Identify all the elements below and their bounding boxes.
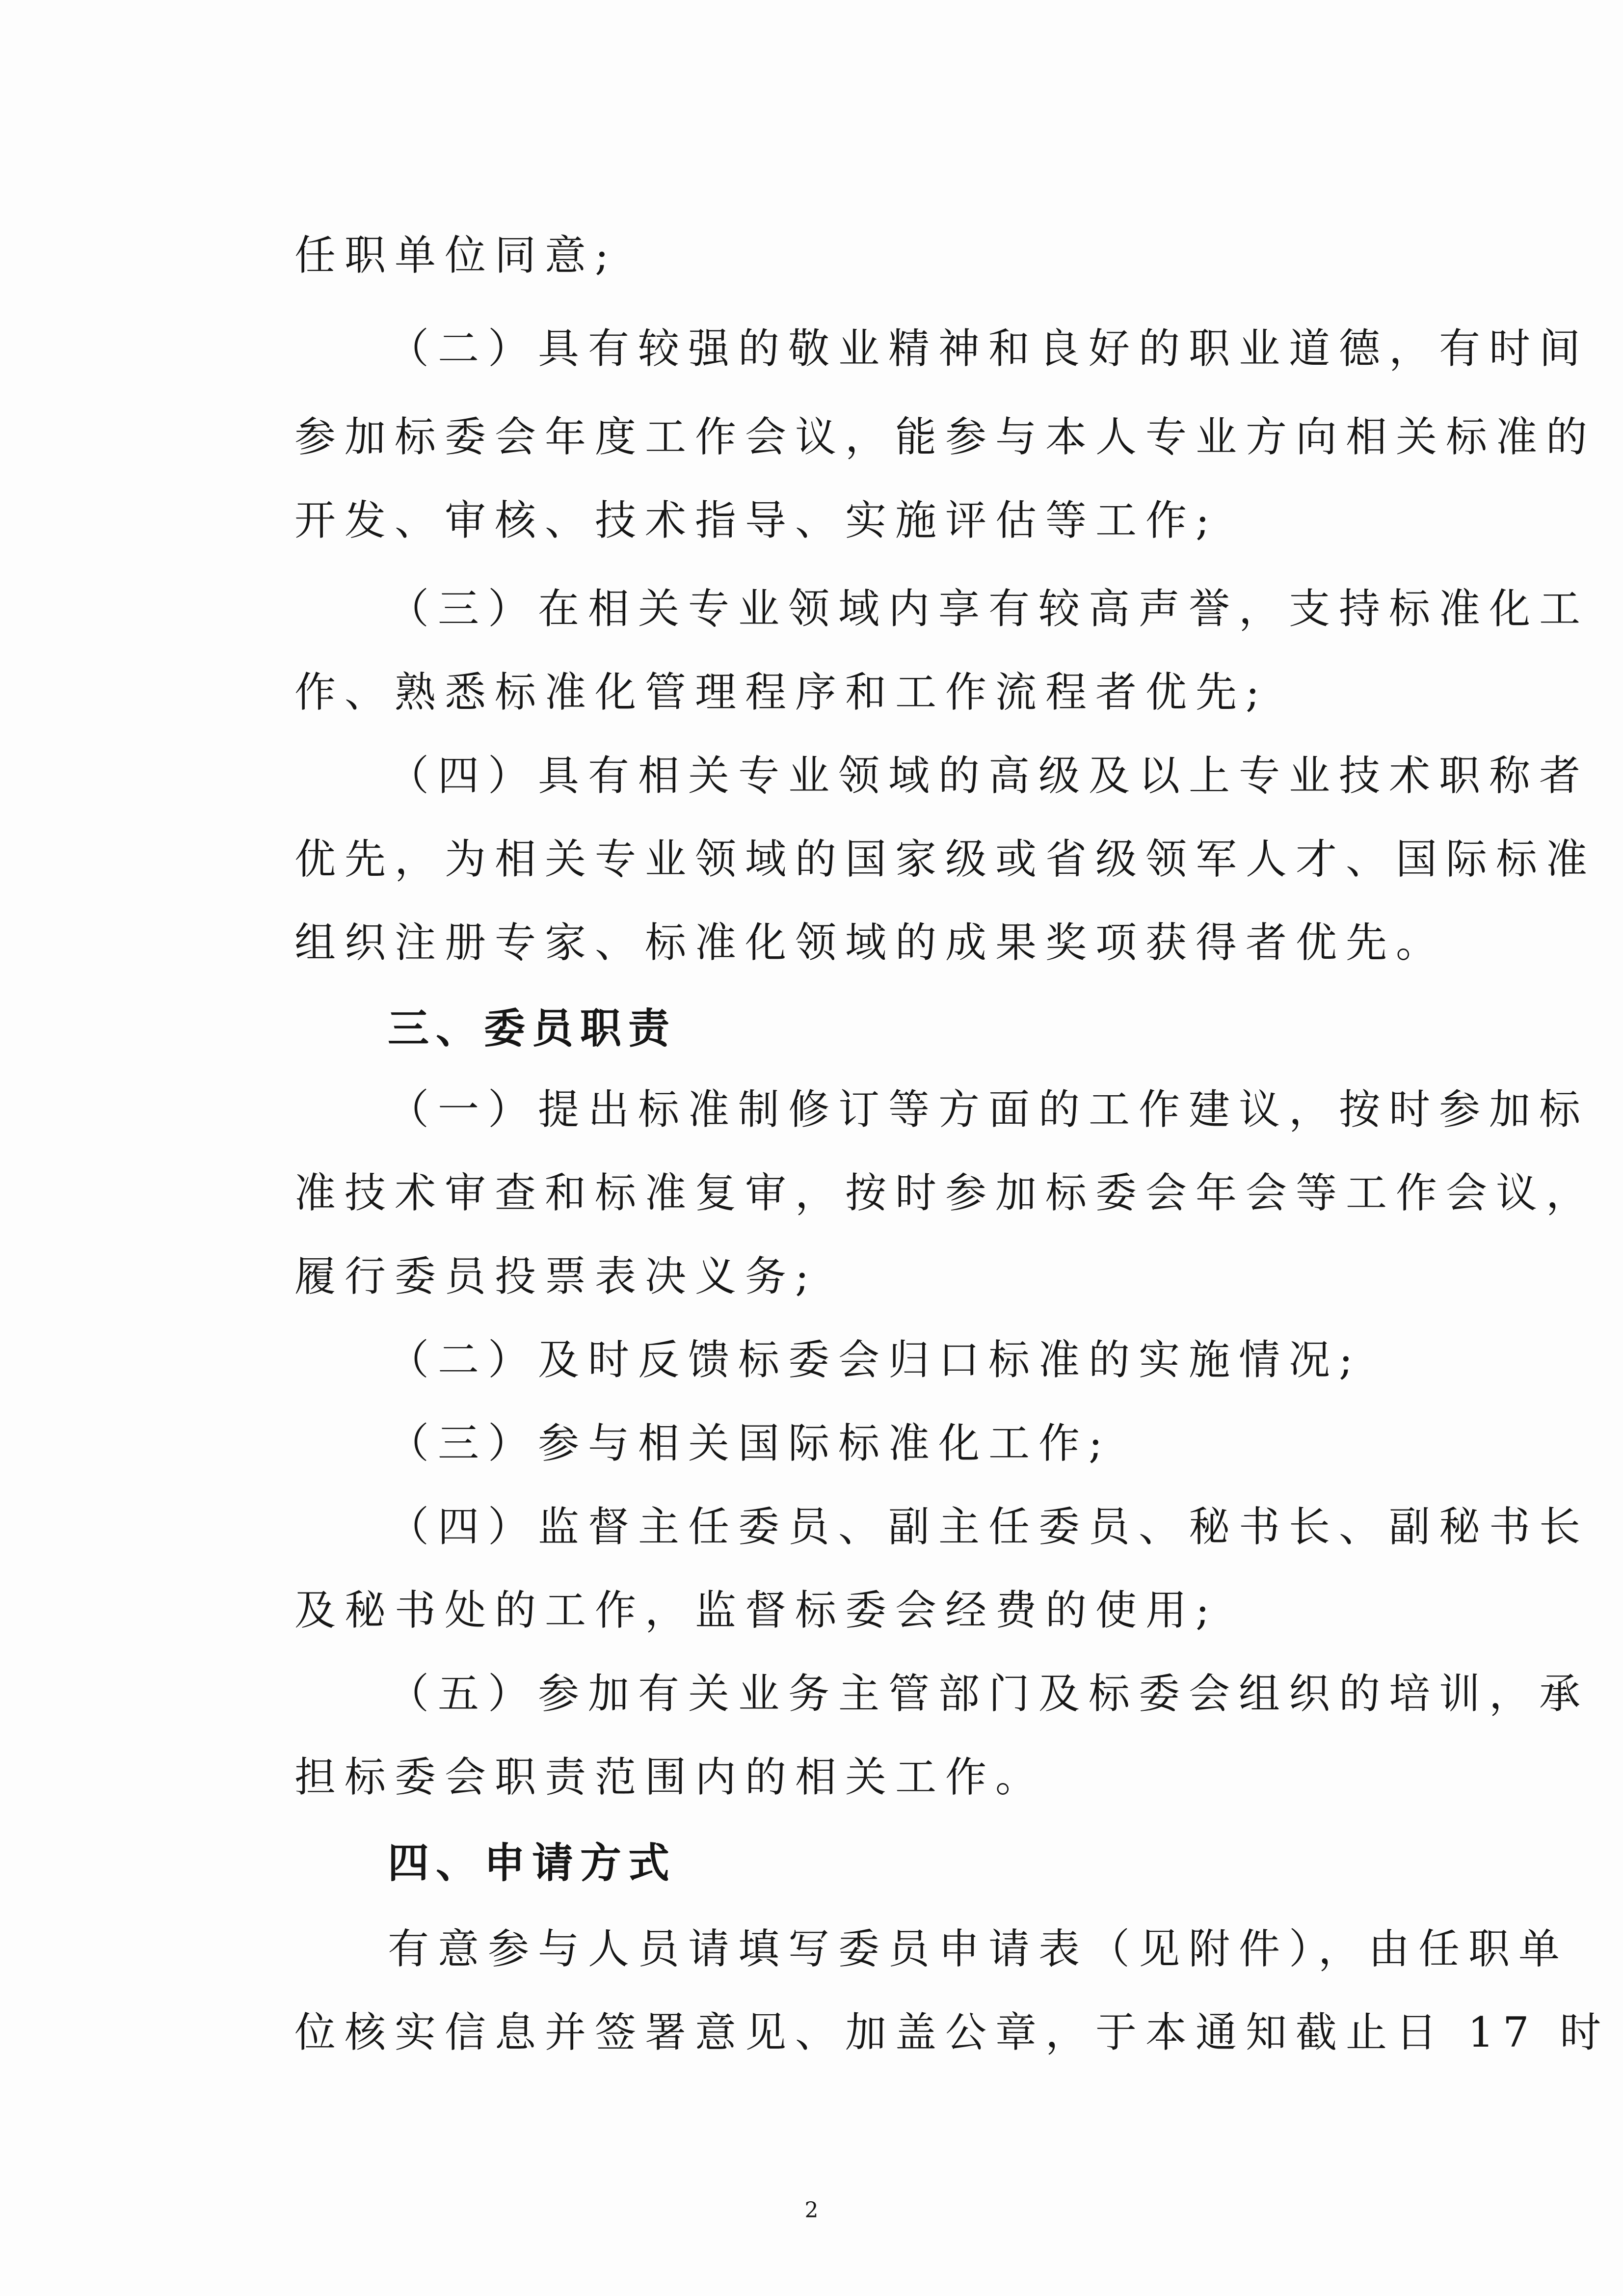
text-line: 担标委会职责范围内的相关工作。	[294, 1753, 1046, 1801]
text-line: （三）在相关专业领域内享有较高声誉，支持标准化工	[388, 585, 1590, 633]
text-line: 及秘书处的工作，监督标委会经费的使用;	[294, 1586, 1219, 1634]
text-line: 开发、审核、技术指导、实施评估等工作;	[294, 496, 1219, 544]
text-line: 有意参与人员请填写委员申请表（见附件），由任职单	[388, 1925, 1569, 1973]
text-line: （五）参加有关业务主管部门及标委会组织的培训，承	[388, 1670, 1590, 1718]
text-line: 优先，为相关专业领域的国家级或省级领军人才、国际标准	[294, 835, 1596, 883]
text-line: 组织注册专家、标准化领域的成果奖项获得者优先。	[294, 918, 1446, 967]
text-line: （二）及时反馈标委会归口标准的实施情况;	[388, 1336, 1362, 1384]
page-number: 2	[804, 2198, 819, 2223]
text-line: 准技术审查和标准复审，按时参加标委会年会等工作会议，	[294, 1169, 1596, 1217]
text-line: 参加标委会年度工作会议，能参与本人专业方向相关标准的	[294, 413, 1596, 461]
text-line: （三）参与相关国际标准化工作;	[388, 1419, 1112, 1467]
text-line: 任职单位同意;	[294, 231, 618, 279]
section-heading: 三、委员职责	[388, 1004, 677, 1053]
text-line: 作、熟悉标准化管理程序和工作流程者优先;	[294, 668, 1269, 716]
text-line: （二）具有较强的敬业精神和良好的职业道德，有时间	[388, 324, 1590, 373]
text-line: （四）具有相关专业领域的高级及以上专业技术职称者	[388, 752, 1590, 800]
text-line: （一）提出标准制修订等方面的工作建议，按时参加标	[388, 1085, 1590, 1134]
text-line: 履行委员投票表决义务;	[294, 1252, 818, 1300]
section-heading: 四、申请方式	[388, 1838, 677, 1887]
text-line: 位核实信息并签署意见、加盖公章，于本通知截止日 17 时	[294, 2008, 1610, 2056]
text-line: （四）监督主任委员、副主任委员、秘书长、副秘书长	[388, 1503, 1590, 1551]
